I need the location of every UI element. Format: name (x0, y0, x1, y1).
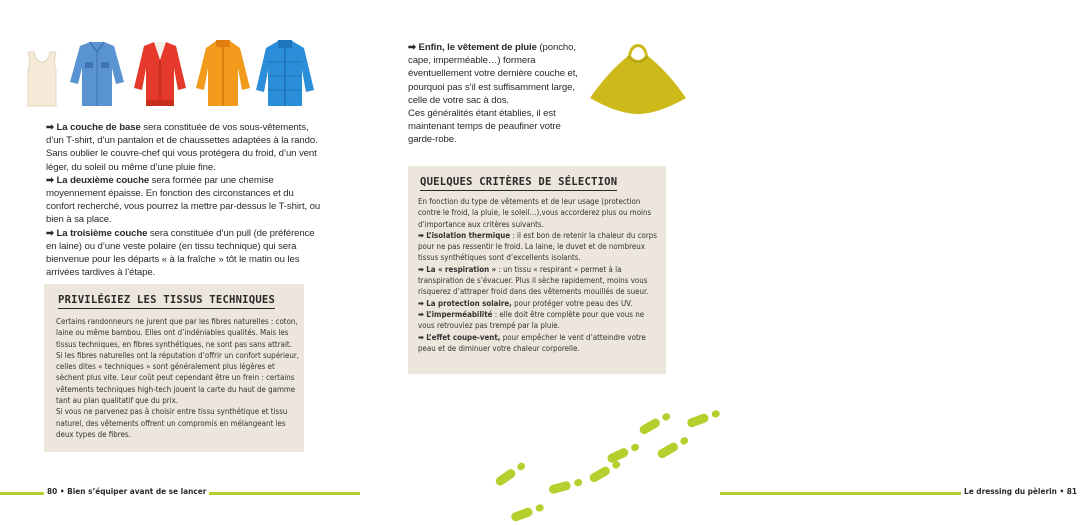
poncho-illustration (588, 38, 688, 118)
footprints-icon (488, 410, 720, 520)
arrow-icon: ➡ (408, 42, 416, 53)
criterion-term: L’isolation thermique (426, 230, 511, 240)
box-text (418, 196, 662, 354)
garments-row (22, 38, 322, 108)
running-title: Bien s’équiper avant de se lancer (67, 486, 207, 496)
paragraph-text: sera formée par une chemise moyennement épaisse. En fonction des circonstances et du confort recherché, vous pourrez la mettre par-dessus le T-shirt, ou bien à sa place. (46, 174, 321, 226)
criterion-term: L’effet coupe-vent, (426, 332, 501, 342)
layering-illustration (22, 38, 322, 108)
arrow-icon: ➡ (418, 309, 424, 319)
layers-text (46, 121, 322, 279)
blue-down-jacket-icon (256, 40, 314, 106)
running-title: Le dressing du pèlerin (964, 486, 1057, 496)
orange-fleece-icon (196, 40, 250, 106)
denim-shirt-icon (70, 42, 124, 106)
footer-bullet: • (1059, 486, 1065, 496)
criterion-text: : il est bon de retenir la chaleur du corps pour ne pas ressentir le froid. La laine, le duvet et de nombreux tissus synthétiques sont d’excellents isolants. (418, 230, 657, 263)
criterion-text: : un tissu « respirant » permet à la transpiration de s’évacuer. Plus il sèche rapidement, moins vous risquerez d’attraper froid dans des vêtements mouillés de sueur. (418, 264, 649, 297)
criterion-text: pour empêcher le vent d’atteindre votre peau et de diminuer votre chaleur corporelle. (418, 332, 646, 353)
arrow-icon: ➡ (46, 174, 54, 186)
rain-layer-text (408, 41, 580, 147)
term: Enfin, le vêtement de pluie (418, 42, 537, 53)
box-lead: En fonction du type de vêtements et de leur usage (protection contre le froid, la pluie, le soleil…),vous accorderez plus ou moins d’importance aux critères suivants. (418, 197, 652, 229)
technical-fabrics-box (44, 284, 304, 452)
term: La deuxième couche (56, 174, 150, 186)
footer-right (720, 486, 1080, 500)
footprints-decoration (488, 410, 720, 520)
arrow-icon: ➡ (418, 230, 424, 240)
criterion-insulation (418, 230, 662, 264)
term: La troisième couche (56, 227, 148, 239)
box-paragraph: Si vous ne parvenez pas à choisir entre tissu synthétique et tissu naturel, des vêtements offrent un compromis en mélangeant les deux types de fibres. (56, 407, 288, 439)
footer-bullet: • (59, 486, 65, 496)
box-text (56, 316, 300, 440)
paragraph-second-layer (46, 174, 322, 227)
tank-top-icon (28, 52, 56, 106)
red-cardigan-icon (134, 42, 186, 106)
criterion-waterproof (418, 309, 662, 332)
criterion-text: : elle doit être complète pour que vous ne vous retrouviez pas trempé par la pluie. (418, 309, 645, 331)
criterion-breathability (418, 264, 662, 298)
paragraph-text: sera constituée de vos sous-vêtements, d’un T-shirt, d’un pantalon et de chaussettes adaptées à la rando. Sans oublier le couvre-chef qui vous protégera du froid, d’un vent léger, du soleil ou même d’une pluie fine. (46, 122, 318, 173)
box-paragraph: Certains randonneurs ne jurent que par les fibres naturelles : coton, laine ou même bambou. Elles ont d’indéniables qualités. Mais les tissus techniques, en fibres synthétiques, ne sont pas sans attrait. Si les fibres naturelles ont la réputation d’offrir un confort supérieur, celles dites « techniques » sont généralement plus légères et sèchent plus vite. Leur coût peut cependant être un frein : certains vêtements techniques high-tech jouent la carte du haut de gamme tant au plan qualitatif que du prix. (56, 317, 299, 406)
arrow-icon: ➡ (418, 298, 424, 308)
page-number: 80 (47, 486, 58, 496)
poncho-icon (588, 38, 688, 118)
paragraph-third-layer (46, 227, 322, 280)
paragraph-outro: Ces généralités étant établies, il est maintenant temps de peaufiner votre garde-robe. (408, 108, 561, 146)
arrow-icon: ➡ (46, 122, 54, 133)
criterion-text: pour protéger votre peau des UV. (511, 298, 633, 308)
selection-criteria-box (408, 166, 666, 374)
paragraph-text: (poncho, cape, imperméable…) formera éventuellement votre dernière couche et, pourquoi pas s’il est suffisamment large, celle de votre sac à dos. (408, 42, 578, 106)
criterion-term: La « respiration » (426, 264, 497, 274)
criterion-sun-protection (418, 298, 662, 309)
criterion-term: La protection solaire, (426, 298, 512, 308)
footer-text (44, 486, 209, 496)
term: La couche de base (56, 122, 141, 133)
paragraph-base-layer (46, 121, 322, 174)
box-title: QUELQUES CRITÈRES DE SÉLECTION (420, 176, 617, 191)
arrow-icon: ➡ (418, 264, 424, 274)
arrow-icon: ➡ (46, 227, 54, 239)
left-page (0, 0, 360, 520)
box-title: PRIVILÉGIEZ LES TISSUS TECHNIQUES (58, 294, 275, 309)
arrow-icon: ➡ (418, 332, 424, 342)
criterion-windproof (418, 332, 662, 355)
paragraph-text: sera constituée d’un pull (de préférence en laine) ou d’une veste polaire (en tissu technique) qui sera bienvenue pour les départs « à la fraîche » tôt le matin ou les arrivées tardives à l’étape. (46, 227, 315, 279)
footer-left (0, 486, 360, 500)
criterion-term: L’imperméabilité (426, 309, 493, 319)
footer-text (961, 486, 1080, 496)
paragraph-rain-layer (408, 41, 580, 107)
page-number: 81 (1066, 486, 1077, 496)
